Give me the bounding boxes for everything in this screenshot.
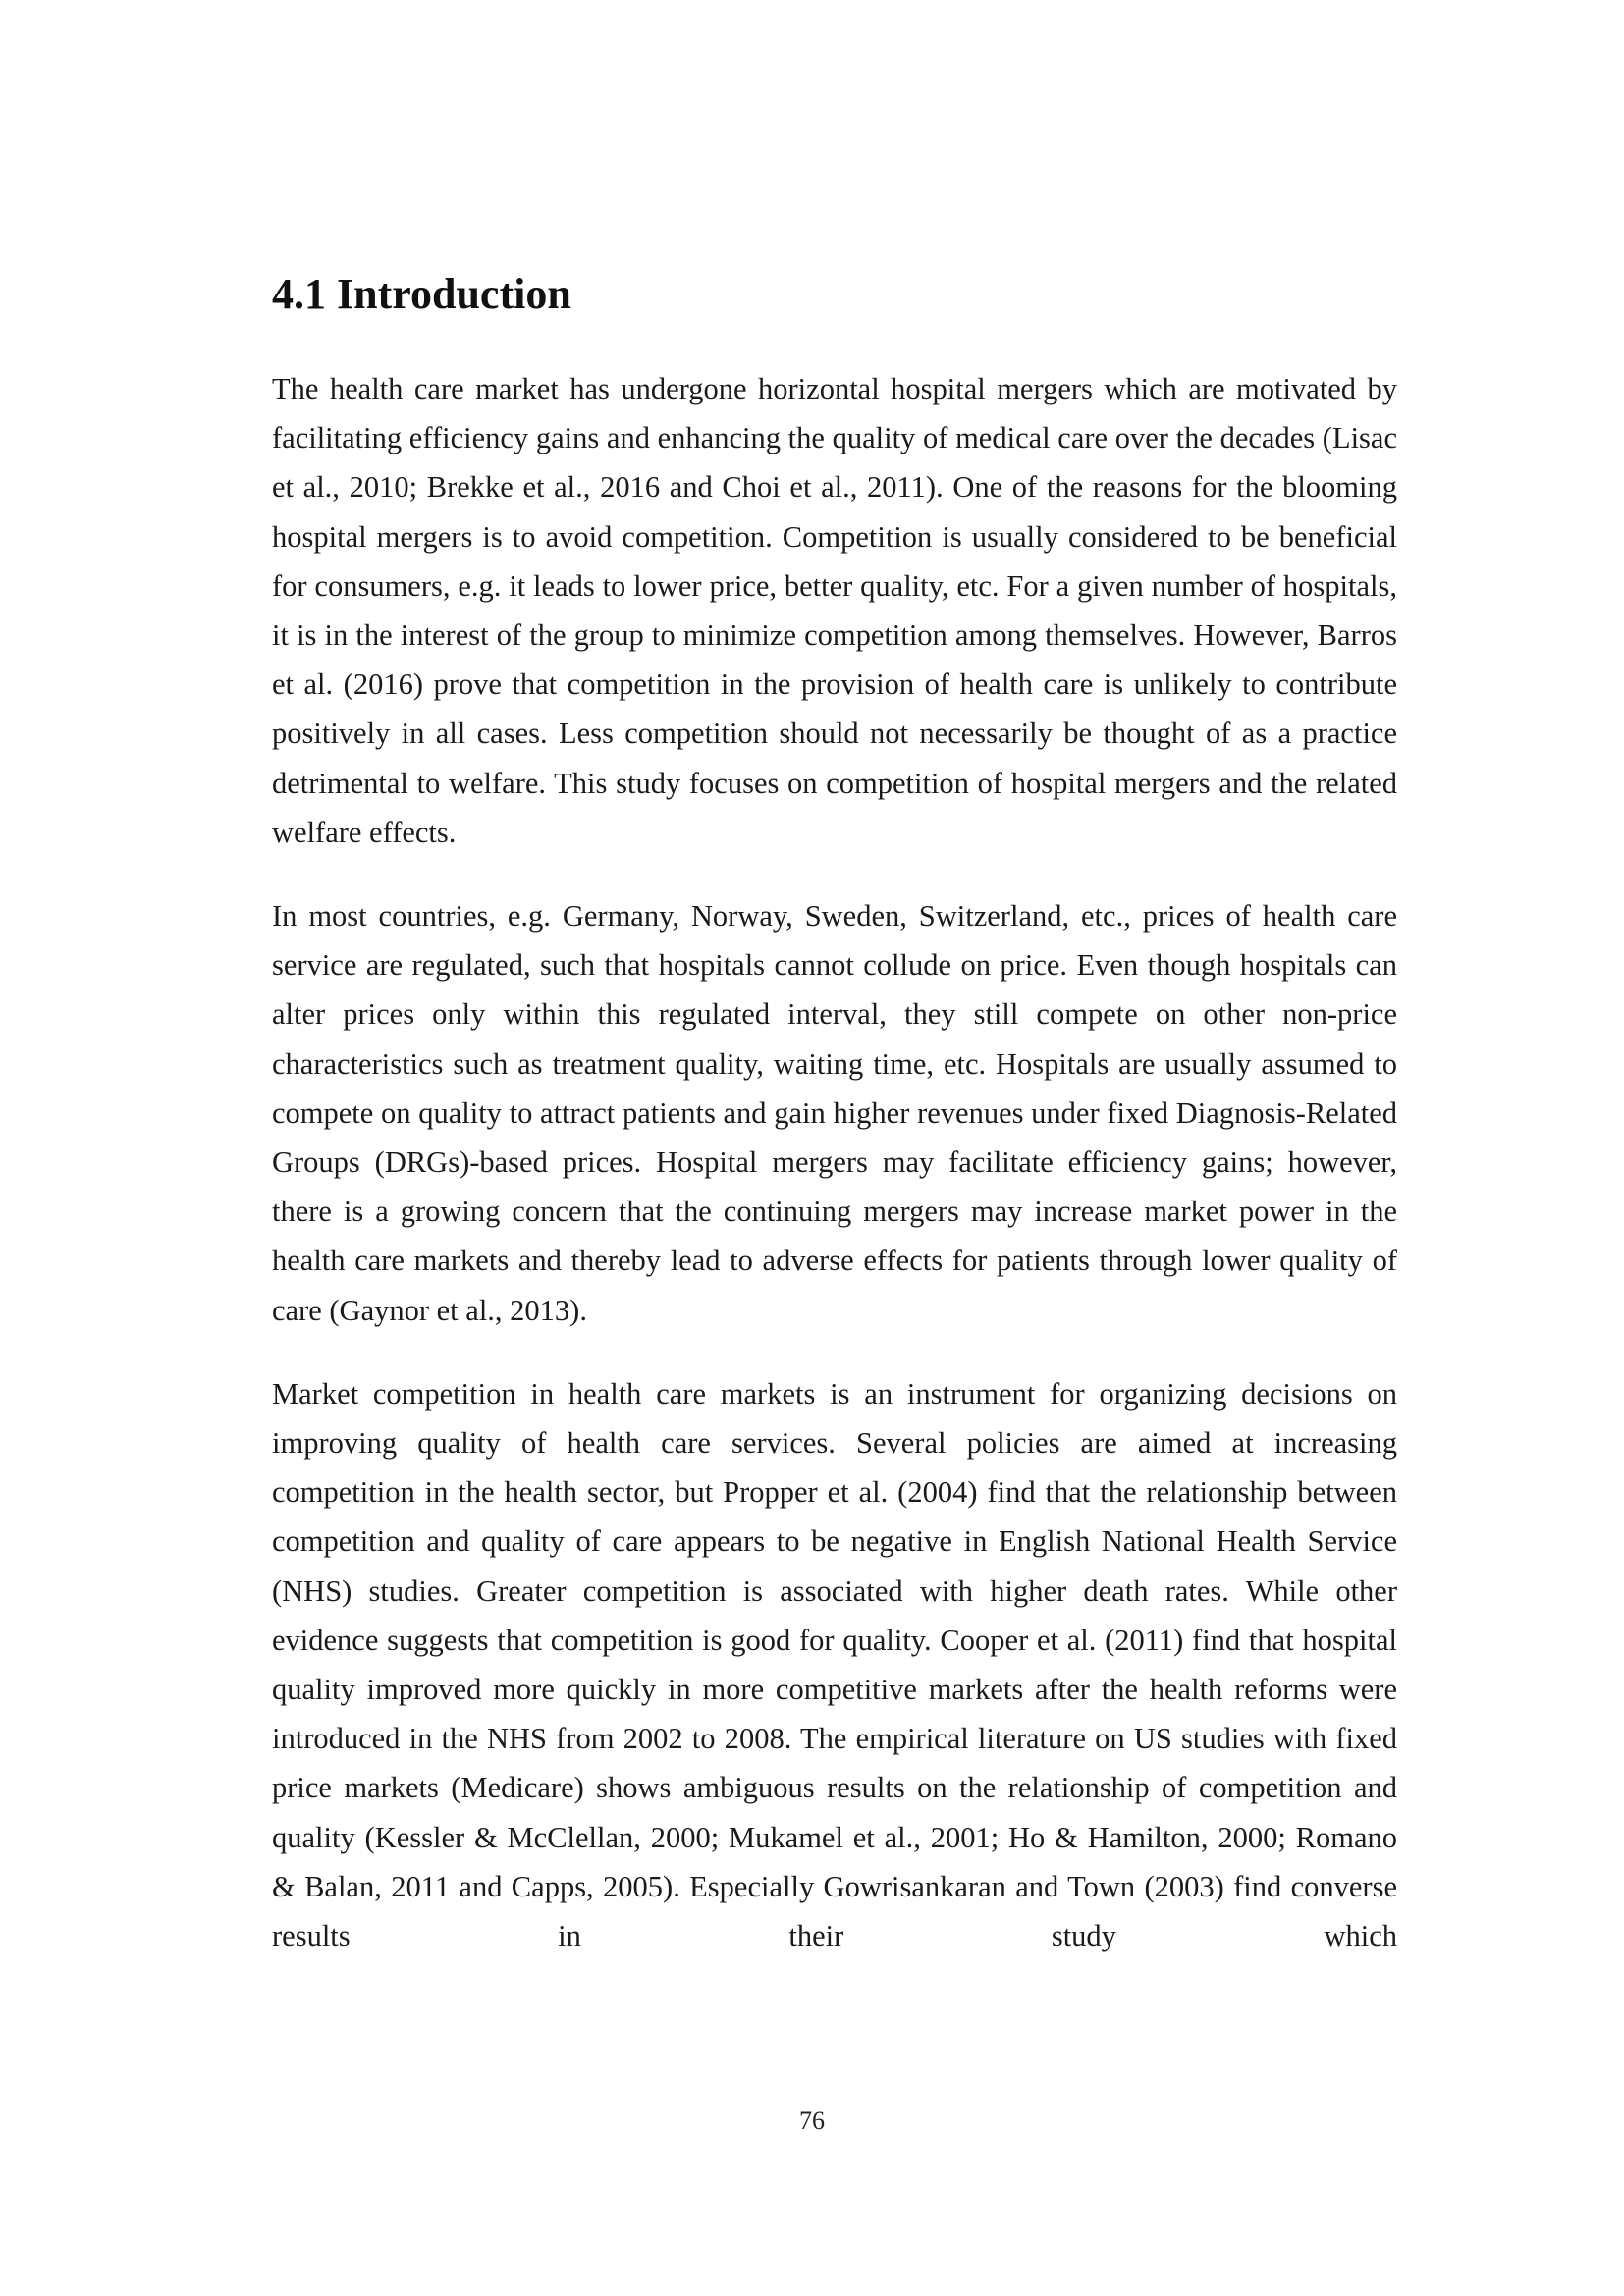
paragraph-3: Market competition in health care markets is an instrument for organizing decisions on improving quality of health care services. Several policies are aimed at increasing competition in the health sector, but Propper et al. (2004) find that the relationship between competition and quality of care appears to be negative in English National Health Service (NHS) studies. Greater competition is associated with higher death rates. While other evidence suggests that competition is good for quality. Cooper et al. (2011) find that hospital quality improved more quickly in more competitive markets after the health reforms were introduced in the NHS from 2002 to 2008. The empirical literature on US studies with fixed price markets (Medicare) shows ambiguous results on the relationship of competition and quality (Kessler & McClellan, 2000; Mukamel et al., 2001; Ho & Hamilton, 2000; Romano & Balan, 2011 and Capps, 2005). Especially Gowrisankaran and Town (2003) find converse results in their study which [272,1376,1397,1953]
section-heading: 4.1 Introduction [272,270,571,318]
paragraph-2: In most countries, e.g. Germany, Norway, Sweden, Switzerland, etc., prices of health care service are regulated, such that hospitals cannot collude on price. Even though hospitals can alter prices only within this regulated interval, they still compete on other non-price characteristics such as treatment quality, waiting time, etc. Hospitals are usually assumed to compete on quality to attract patients and gain higher revenues under fixed Diagnosis-Related Groups (DRGs)-based prices. Hospital mergers may facilitate efficiency gains; however, there is a growing concern that the continuing mergers may increase market power in the health care markets and thereby lead to adverse effects for patients through lower quality of care (Gaynor et al., 2013). [272,899,1397,1327]
body-text [272,364,1397,1995]
paragraph-1: The health care market has undergone horizontal hospital mergers which are motivated by facilitating efficiency gains and enhancing the quality of medical care over the decades (Lisac et al., 2010; Brekke et al., 2016 and Choi et al., 2011). One of the reasons for the blooming hospital mergers is to avoid competition. Competition is usually considered to be beneficial for consumers, e.g. it leads to lower price, better quality, etc. For a given number of hospitals, it is in the interest of the group to minimize competition among themselves. However, Barros et al. (2016) prove that competition in the provision of health care is unlikely to contribute positively in all cases. Less competition should not necessarily be thought of as a practice detrimental to welfare. This study focuses on competition of hospital mergers and the related welfare effects. [272,372,1397,849]
page-number: 76 [799,2107,825,2135]
